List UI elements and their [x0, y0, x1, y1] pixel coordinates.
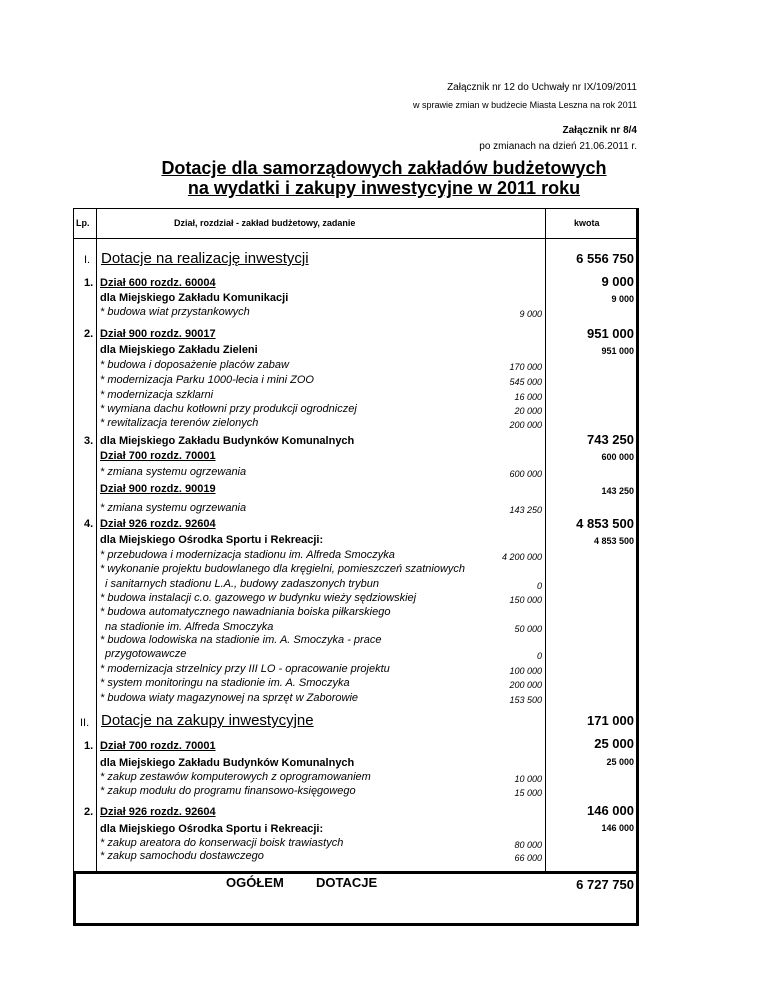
task-amount: 66 000 [514, 853, 542, 863]
task-item: * modernizacja szklarni [100, 389, 214, 401]
col-divider-lp [96, 208, 97, 874]
unit-total: 951 000 [601, 346, 634, 356]
task-amount: 10 000 [514, 774, 542, 784]
annex-line-2: w sprawie zmian w budżecie Miasta Leszna na rok 2011 [413, 100, 637, 110]
group-heading: Dział 900 rozdz. 90017 [100, 328, 216, 340]
task-item: * zakup zestawów komputerowych z oprogramowaniem [100, 771, 371, 783]
task-amount: 80 000 [514, 840, 542, 850]
task-item: * rewitalizacja terenów zielonych [100, 417, 259, 429]
task-amount: 153 500 [509, 695, 542, 705]
unit-name: dla Miejskiego Ośrodka Sportu i Rekreacji: [100, 534, 324, 546]
col-divider-amount [545, 208, 546, 874]
task-item: * system monitoringu na stadionie im. A. Smoczyka [100, 677, 350, 689]
col-header-desc: Dział, rozdział - zakład budżetowy, zadanie [174, 218, 356, 228]
sub-heading: Dział 700 rozdz. 70001 [100, 450, 216, 462]
total-divider [73, 871, 637, 874]
grand-total-value: 6 727 750 [576, 877, 634, 892]
task-amount: 200 000 [509, 680, 542, 690]
task-item: * zmiana systemu ogrzewania [100, 502, 247, 514]
sub-total: 600 000 [601, 452, 634, 462]
unit-name: dla Miejskiego Ośrodka Sportu i Rekreacji: [100, 823, 324, 835]
task-amount: 200 000 [509, 420, 542, 430]
page-title-line-1: Dotacje dla samorządowych zakładów budżetowych [161, 158, 607, 178]
group-heading: dla Miejskiego Zakładu Budynków Komunalnych [100, 435, 355, 447]
task-item: * modernizacja strzelnicy przy III LO - opracowanie projektu [100, 663, 390, 675]
task-amount: 16 000 [514, 392, 542, 402]
grand-total-label-1: OGÓŁEM [226, 875, 284, 890]
page-title-line-2: na wydatki i zakupy inwestycyjne w 2011 roku [187, 178, 581, 198]
unit-total: 25 000 [606, 757, 634, 767]
group-heading: Dział 926 rozdz. 92604 [100, 806, 216, 818]
unit-total: 4 853 500 [593, 536, 634, 546]
unit-total: 9 000 [611, 294, 634, 304]
section-total: 171 000 [587, 713, 634, 728]
task-item: * przebudowa i modernizacja stadionu im. Alfreda Smoczyka [100, 549, 395, 561]
task-amount: 15 000 [514, 788, 542, 798]
task-item: * zakup areatora do konserwacji boisk trawiastych [100, 837, 344, 849]
unit-name: dla Miejskiego Zakładu Budynków Komunalnych [100, 757, 355, 769]
group-total: 743 250 [587, 432, 634, 447]
task-amount: 170 000 [509, 362, 542, 372]
group-total: 951 000 [587, 326, 634, 341]
group-number: 2. [84, 328, 94, 340]
task-item: * modernizacja Parku 1000-lecia i mini ZOO [100, 374, 314, 386]
group-heading: Dział 600 rozdz. 60004 [100, 277, 216, 289]
group-number: 1. [84, 277, 94, 289]
group-number: 4. [84, 518, 94, 530]
section-number: II. [80, 717, 90, 729]
task-item: * zakup modułu do programu finansowo-księgowego [100, 785, 356, 797]
unit-name: dla Miejskiego Zakładu Komunikacji [100, 292, 289, 304]
unit-name: dla Miejskiego Zakładu Zieleni [100, 344, 258, 356]
task-amount: 20 000 [514, 406, 542, 416]
annex-line-1: Załącznik nr 12 do Uchwały nr IX/109/2011 [447, 82, 637, 93]
sub-total: 143 250 [601, 486, 634, 496]
task-item: * budowa automatycznego nawadniania boiska piłkarskiego [100, 606, 391, 618]
sub-heading: Dział 900 rozdz. 90019 [100, 483, 216, 495]
task-amount: 100 000 [509, 666, 542, 676]
task-amount: 545 000 [509, 377, 542, 387]
task-item-cont: i sanitarnych stadionu L.A., budowy zadaszonych trybun [105, 578, 379, 590]
group-number: 2. [84, 806, 94, 818]
task-item: * budowa lodowiska na stadionie im. A. Smoczyka - prace [100, 634, 382, 646]
grand-total-label-2: DOTACJE [316, 875, 378, 890]
task-item-cont: przygotowawcze [105, 648, 187, 660]
task-amount: 150 000 [509, 595, 542, 605]
annex-line-4: po zmianach na dzień 21.06.2011 r. [479, 141, 637, 152]
task-amount: 143 250 [509, 505, 542, 515]
annex-line-3: Załącznik nr 8/4 [562, 125, 637, 136]
task-amount: 4 200 000 [501, 552, 542, 562]
group-number: 3. [84, 435, 94, 447]
section-number: I. [84, 254, 91, 266]
section-total: 6 556 750 [576, 251, 634, 266]
task-item: * budowa wiaty magazynowej na sprzęt w Zaborowie [100, 692, 359, 704]
col-header-amount: kwota [574, 218, 600, 228]
task-amount: 0 [536, 581, 542, 591]
task-item: * budowa wiat przystankowych [100, 306, 250, 318]
group-total: 4 853 500 [576, 516, 634, 531]
task-amount: 9 000 [519, 309, 542, 319]
task-amount: 50 000 [514, 624, 542, 634]
group-heading: Dział 926 rozdz. 92604 [100, 518, 216, 530]
group-total: 25 000 [594, 736, 634, 751]
task-item: * budowa instalacji c.o. gazowego w budynku wieży sędziowskiej [100, 592, 417, 604]
task-item: * budowa i doposażenie placów zabaw [100, 359, 289, 371]
task-item: * wykonanie projektu budowlanego dla kręgielni, pomieszczeń szatniowych [100, 563, 466, 575]
header-divider [73, 238, 637, 239]
group-total: 146 000 [587, 803, 634, 818]
total-left-border [73, 874, 76, 926]
task-amount: 0 [536, 651, 542, 661]
task-item: * wymiana dachu kotłowni przy produkcji ogrodniczej [100, 403, 357, 415]
section-title: Dotacje na realizację inwestycji [101, 250, 309, 267]
task-amount: 600 000 [509, 469, 542, 479]
col-header-lp: Lp. [76, 218, 90, 228]
section-title: Dotacje na zakupy inwestycyjne [101, 712, 314, 729]
task-item: * zmiana systemu ogrzewania [100, 466, 247, 478]
group-total: 9 000 [601, 274, 634, 289]
task-item-cont: na stadionie im. Alfreda Smoczyka [105, 621, 274, 633]
task-item: * zakup samochodu dostawczego [100, 850, 264, 862]
unit-total: 146 000 [601, 823, 634, 833]
group-number: 1. [84, 740, 94, 752]
group-heading: Dział 700 rozdz. 70001 [100, 740, 216, 752]
